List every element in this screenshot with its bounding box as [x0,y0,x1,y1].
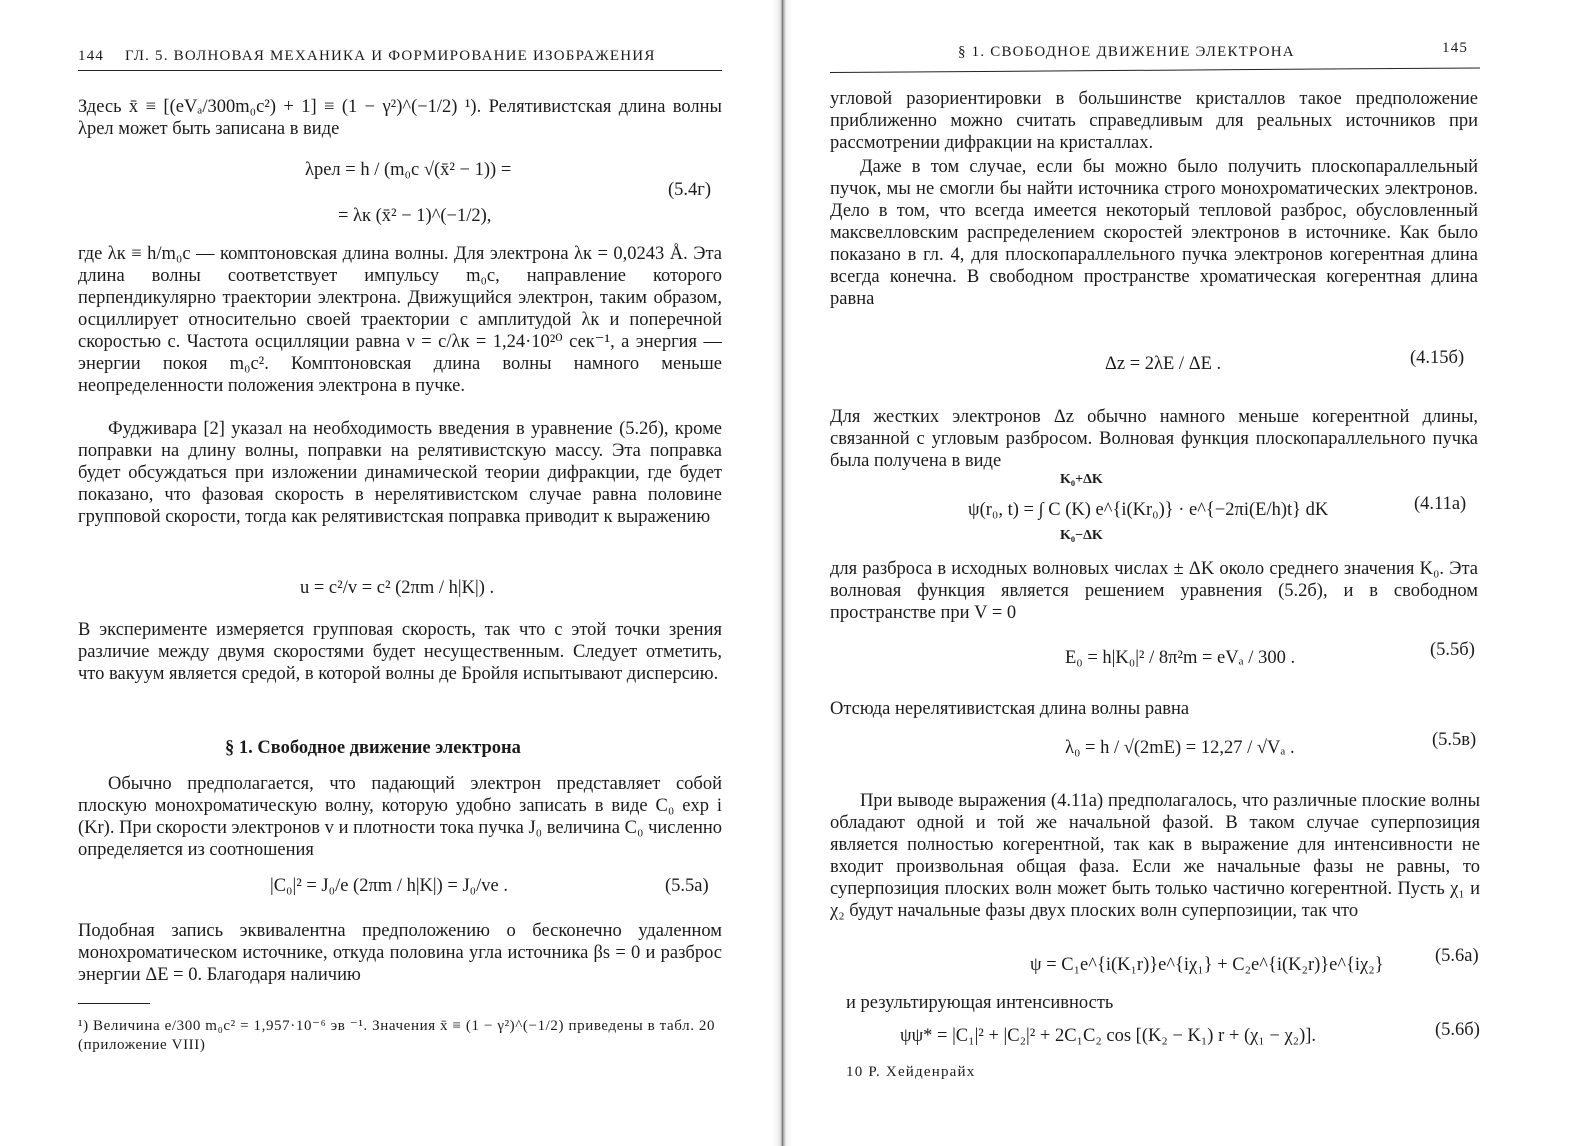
section-heading: § 1. Свободное движение электрона [225,738,521,758]
paragraph: В эксперименте измеряется групповая скорость, так что с этой точки зрения различие между двумя скоростями будет несущественным. Следует отметить, что вакуум является средой, в которой волны де Бройля испытывают дисперсию. [78,620,722,684]
equation-5-5a: |C₀|² = J₀/e (2πm / h|K|) = J₀/ve . [270,876,508,896]
running-head: ГЛ. 5. ВОЛНОВАЯ МЕХАНИКА И ФОРМИРОВАНИЕ ИЗОБРАЖЕНИЯ [125,48,656,64]
paragraph: угловой разориентировки в большинстве кристаллов такое предположение приближенно можно считать справедливым для реальных источников при рассмотрении дифракции на кристаллах. [830,89,1478,153]
equation-number: (5.5а) [665,876,709,896]
equation-5-6b: ψψ* = |C₁|² + |C₂|² + 2C₁C₂ cos [(K₂ − K₁) r + (χ₁ − χ₂)]. [900,1026,1317,1046]
equation-number: (5.5в) [1432,730,1477,750]
page-number: 144 [78,48,105,64]
equation-5-4g-line2: = λк (x̄² − 1)^(−1/2), [338,206,492,226]
footnote-rule [78,1003,150,1004]
equation-number: (5.4г) [668,180,712,200]
page-number: 145 [1442,40,1469,56]
equation-number: (4.15б) [1410,348,1465,368]
equation-number: (5.5б) [1430,640,1475,660]
header-rule [78,70,722,71]
equation-4-11a: ψ(r₀, t) = ∫ C (K) e^{i(Kr₀)} · e^{−2πi(E/h)t} dK [968,500,1329,520]
paragraph: Даже в том случае, если бы можно было получить плоскопараллельный пучок, мы не смогли бы найти источника строго монохроматических электронов. Дело в том, что всегда имеется некоторый тепловой разброс, обусловленный максвелловским распределением скоростей электронов в источнике. Как было показано в гл. 4, для плоскопараллельного пучка электронов когерентная длина всегда конечна. В свободном пространстве хроматическая когерентная длина равна [830,157,1478,309]
integral-upper-limit: K₀+ΔK [1060,472,1103,487]
paragraph: где λк ≡ h/m₀c — комптоновская длина волны. Для электрона λк = 0,0243 Å. Эта длина волны соответствует импульсу m₀c, направление которого перпендикулярно траектории электрона. Движущийся электрон, таким образом, осциллирует относительно своей траектории с амплитудой λк и поперечной скоростью c. Частота осцилляции равна ν = c/λк = 1,24·10²⁰ сек⁻¹, а энергия — энергии покоя m₀c². Комптоновская длина волны намного меньше неопределенности положения электрона в пучке. [78,244,722,396]
running-head: § 1. СВОБОДНОЕ ДВИЖЕНИЕ ЭЛЕКТРОНА [958,44,1295,60]
paragraph: и результирующая интенсивность [846,993,1114,1013]
paragraph: При выводе выражения (4.11а) предполагалось, что различные плоские волны обладают одной и той же начальной фазой. В таком случае суперпозиция является полностью когерентной, так как в выражение для интенсивности не входит произвольная общая фаза. Если же начальные фазы не равны, то суперпозиция плоских волн может быть только частично когерентной. Пусть χ₁ и χ₂ будут начальные фазы двух плоских волн суперпозиции, так что [830,791,1480,921]
right-page [790,0,1571,1146]
paragraph: Обычно предполагается, что падающий электрон представляет собой плоскую монохроматическую волну, которую удобно записать в виде C₀ exp i (Kr). При скорости электронов v и плотности тока пучка J₀ величина C₀ численно определяется из соотношения [78,774,722,860]
equation-5-4g-line1: λрел = h / (m₀c √(x̄² − 1)) = [305,160,512,180]
equation-5-5v: λ₀ = h / √(2mE) = 12,27 / √Vₐ . [1065,738,1295,758]
equation-u: u = c²/v = c² (2πm / h|K|) . [300,578,495,598]
equation-number: (4.11а) [1414,494,1467,514]
equation-5-5b: E₀ = h|K₀|² / 8π²m = eVₐ / 300 . [1065,648,1296,668]
printer-signature: 10 Р. Хейденрайх [846,1064,976,1080]
equation-4-15b: Δz = 2λE / ΔE . [1105,354,1222,374]
paragraph: для разброса в исходных волновых числах ± ΔK около среднего значения K₀. Эта волновая функция является решением уравнения (5.2б), и в свободном пространстве при V = 0 [830,559,1478,623]
integral-lower-limit: K₀−ΔK [1060,528,1103,543]
paragraph: Фудживара [2] указал на необходимость введения в уравнение (5.2б), кроме поправки на длину волны, поправки на релятивистскую массу. Эта поправка будет обсуждаться при изложении динамической теории дифракции, где будет показано, что фазовая скорость в нерелятивистском случае равна половине групповой скорости, тогда как релятивистская поправка приводит к выражению [78,419,722,527]
equation-number: (5.6б) [1435,1020,1480,1040]
footnote: ¹) Величина e/300 m₀c² = 1,957·10⁻⁶ эв ⁻¹. Значения x̄ ≡ (1 − γ²)^(−1/2) приведены в табл. 20 (приложение VIII) [78,1018,716,1053]
book-gutter [772,0,792,1146]
equation-number: (5.6а) [1435,946,1479,966]
paragraph: Подобная запись эквивалентна предположению о бесконечно удаленном монохроматическом источнике, откуда половина угла источника βs = 0 и разброс энергии ΔE = 0. Благодаря наличию [78,921,722,985]
left-page [0,0,775,1146]
header-rule [830,67,1480,73]
paragraph: Здесь x̄ ≡ [(eVₐ/300m₀c²) + 1] ≡ (1 − γ²)^(−1/2) ¹). Релятивистская длина волны λрел может быть записана в виде [78,97,722,139]
equation-5-6a: ψ = C₁e^{i(K₁r)}e^{iχ₁} + C₂e^{i(K₂r)}e^{iχ₂} [1030,955,1384,975]
paragraph: Для жестких электронов Δz обычно намного меньше когерентной длины, связанной с угловым разбросом. Волновая функция плоскопараллельного пучка была получена в виде [830,407,1478,471]
paragraph: Отсюда нерелятивистская длина волны равна [830,699,1190,719]
